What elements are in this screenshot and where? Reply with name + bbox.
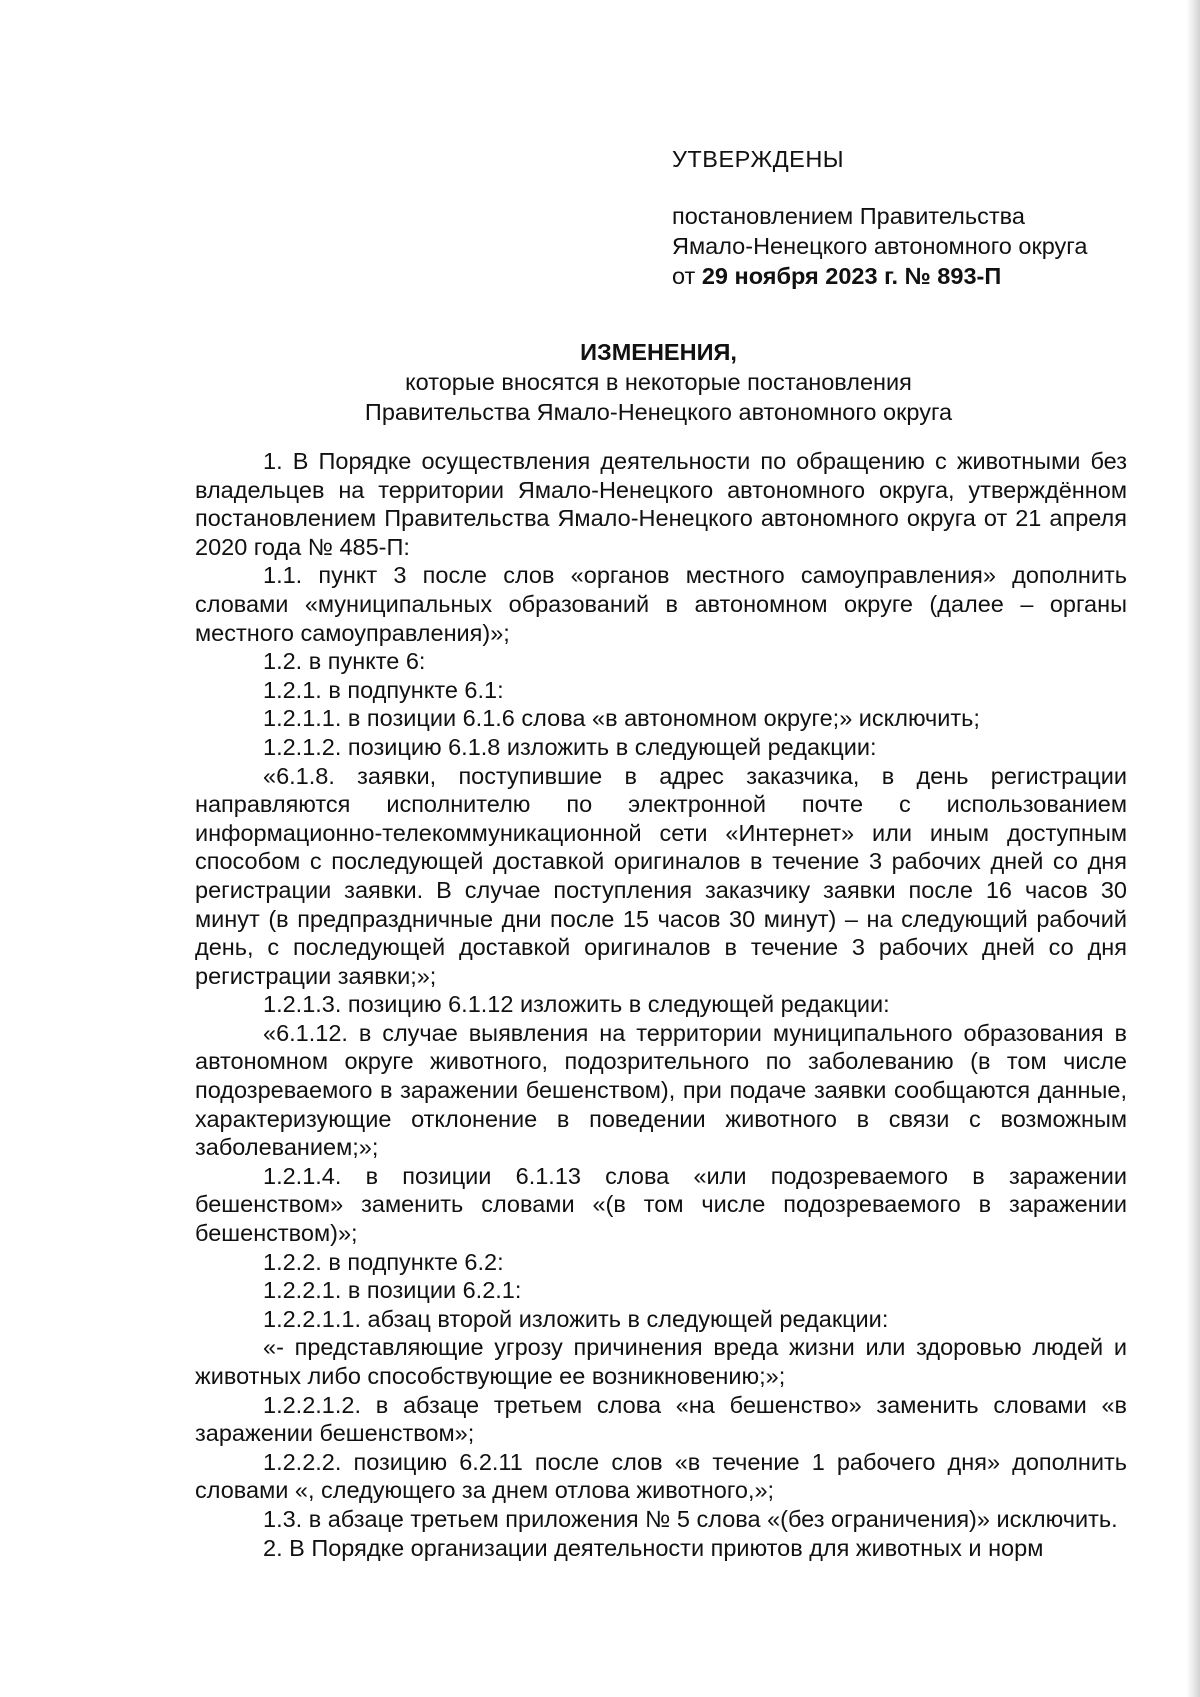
paragraph: 1. В Порядке осуществления деятельности по обращению с животными без владельцев на территории Ямало-Ненецкого автономного округа, утверждённом постановлением Правительства Ямало-Ненецкого автономного округа от 21 апреля 2020 года № 485-П: [195,448,1127,560]
paragraph: 1.2.1.3. позицию 6.1.12 изложить в следующей редакции: [263,991,890,1018]
document-body [195,447,1127,1562]
paragraph: 1.2.1.1. в позиции 6.1.6 слова «в автономном округе;» исключить; [263,705,980,732]
scan-edge-shadow [1186,0,1200,1697]
paragraph: «6.1.12. в случае выявления на территории муниципального образования в автономном округе животного, подозрительного по заболеванию (в том числе подозреваемого в заражении бешенством), при подаче заявки сообщаются данные, характеризующие отклонение в поведении животного в связи с возможным заболеванием;»; [195,1019,1127,1161]
approval-block [672,144,1087,291]
approval-date [672,261,1087,291]
paragraph: 1.2.2. в подпункте 6.2: [263,1248,504,1275]
paragraph: 1.2.2.2. позицию 6.2.11 после слов «в течение 1 рабочего дня» дополнить словами «, следующего за днем отлова животного,»; [195,1448,1127,1504]
approval-date-value: 29 ноября 2023 г. № 893-П [701,263,1002,289]
approval-line-1: постановлением Правительства [672,203,1025,229]
paragraph: «6.1.8. заявки, поступившие в адрес заказчика, в день регистрации направляются исполнителю по электронной почте с использованием информационно-телекоммуникационной сети «Интернет» или иным доступным способом с последующей доставкой оригиналов в течение 3 рабочих дней со дня регистрации заявки. В случае поступления заказчику заявки после 16 часов 30 минут (в предпраздничные дни после 15 часов 30 минут) – на следующий рабочий день, с последующей доставкой оригиналов в течение 3 рабочих дней со дня регистрации заявки;»; [195,762,1127,989]
paragraph: 1.2.2.1.1. абзац второй изложить в следующей редакции: [263,1305,889,1332]
paragraph: 2. В Порядке организации деятельности приютов для животных и норм [263,1534,1044,1561]
document-title: ИЗМЕНЕНИЯ, [580,339,737,365]
approval-line-2: Ямало-Ненецкого автономного округа [672,233,1088,259]
paragraph: 1.2.1.4. в позиции 6.1.13 слова «или подозреваемого в заражении бешенством» заменить словами «(в том числе подозреваемого в заражении бешенством)»; [195,1162,1127,1247]
paragraph: 1.2.2.1. в позиции 6.2.1: [263,1277,522,1304]
approved-label: УТВЕРЖДЕНЫ [672,146,845,172]
paragraph: 1.3. в абзаце третьем приложения № 5 слова «(без ограничения)» исключить. [263,1505,1118,1532]
paragraph: 1.1. пункт 3 после слов «органов местного самоуправления» дополнить словами «муниципальных образований в автономном округе (далее – органы местного самоуправления)»; [195,562,1127,646]
paragraph: 1.2.1.2. позицию 6.1.8 изложить в следующей редакции: [263,733,877,760]
document-title-block [190,337,1127,427]
paragraph: «- представляющие угрозу причинения вреда жизни или здоровью людей и животных либо способствующие ее возникновению;»; [195,1334,1127,1389]
approval-date-prefix: от [672,263,696,289]
paragraph: 1.2.1. в подпункте 6.1: [263,676,504,703]
paragraph: 1.2.2.1.2. в абзаце третьем слова «на бешенство» заменить словами «в заражении бешенством»; [195,1391,1127,1447]
document-subtitle-line-1: которые вносятся в некоторые постановления [405,369,912,395]
paragraph: 1.2. в пункте 6: [263,648,426,675]
document-subtitle-line-2: Правительства Ямало-Ненецкого автономного округа [364,399,953,425]
